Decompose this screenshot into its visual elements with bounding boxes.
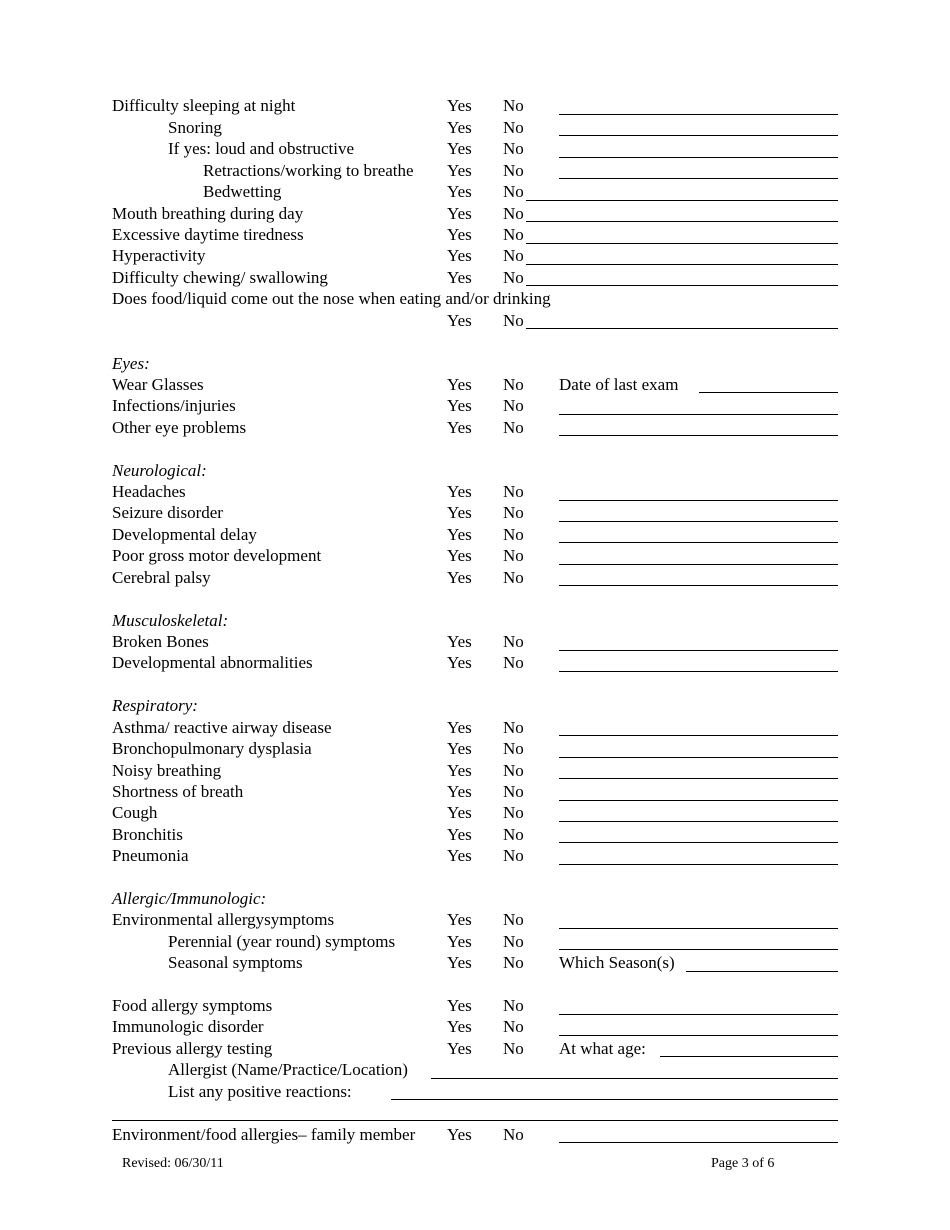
at-what-age-field[interactable] [660, 1056, 838, 1057]
yes-option[interactable]: Yes [447, 739, 472, 758]
question-label: Broken Bones [112, 632, 209, 651]
question-row [0, 374, 950, 396]
question-row [0, 545, 950, 567]
answer-line[interactable] [559, 500, 838, 501]
question-label: Developmental delay [112, 525, 257, 544]
no-option[interactable]: No [503, 718, 524, 737]
yes-option[interactable]: Yes [447, 225, 472, 244]
yes-option[interactable]: Yes [447, 204, 472, 223]
yes-option[interactable]: Yes [447, 653, 472, 672]
no-option[interactable]: No [503, 482, 524, 501]
no-option[interactable]: No [503, 246, 524, 265]
answer-line[interactable] [559, 800, 838, 801]
question-label: Snoring [168, 118, 222, 137]
question-row [0, 267, 950, 289]
no-option[interactable]: No [503, 118, 524, 137]
question-row [0, 481, 950, 503]
no-option[interactable]: No [503, 546, 524, 565]
question-label: Bronchopulmonary dysplasia [112, 739, 312, 758]
no-option[interactable]: No [503, 182, 524, 201]
answer-line[interactable] [559, 757, 838, 758]
answer-line[interactable] [559, 135, 838, 136]
question-row [0, 760, 950, 782]
no-option[interactable]: No [503, 825, 524, 844]
question-label: Allergist (Name/Practice/Location) [168, 1060, 408, 1079]
question-row [0, 310, 950, 332]
yes-option[interactable]: Yes [447, 846, 472, 865]
yes-option[interactable]: Yes [447, 568, 472, 587]
question-label: Retractions/working to breathe [203, 161, 414, 180]
yes-option[interactable]: Yes [447, 418, 472, 437]
section-header-musculoskeletal: Musculoskeletal: [112, 611, 229, 630]
question-label: Seizure disorder [112, 503, 223, 522]
question-label: Bronchitis [112, 825, 183, 844]
answer-line[interactable] [559, 542, 838, 543]
question-label: Seasonal symptoms [168, 953, 303, 972]
answer-line[interactable] [526, 264, 838, 265]
question-row [0, 824, 950, 846]
no-option[interactable]: No [503, 761, 524, 780]
no-option[interactable]: No [503, 932, 524, 951]
answer-line[interactable] [559, 650, 838, 651]
question-row [0, 224, 950, 246]
no-option[interactable]: No [503, 139, 524, 158]
question-label: Environmental allergysymptoms [112, 910, 335, 929]
answer-line[interactable] [559, 178, 838, 179]
no-option[interactable]: No [503, 846, 524, 865]
yes-option[interactable]: Yes [447, 375, 472, 394]
question-label: Asthma/ reactive airway disease [112, 718, 332, 737]
positive-reactions-field[interactable] [391, 1099, 838, 1100]
question-label: Wear Glasses [112, 375, 204, 394]
no-option[interactable]: No [503, 1039, 524, 1058]
no-option[interactable]: No [503, 418, 524, 437]
section-header-row [0, 610, 950, 632]
no-option[interactable]: No [503, 375, 524, 394]
no-option[interactable]: No [503, 161, 524, 180]
yes-option[interactable]: Yes [447, 311, 472, 330]
answer-line[interactable] [559, 1014, 838, 1015]
question-row [0, 245, 950, 267]
no-option[interactable]: No [503, 953, 524, 972]
answer-line[interactable] [526, 328, 838, 329]
answer-line[interactable] [559, 585, 838, 586]
answer-line[interactable] [559, 157, 838, 158]
yes-option[interactable]: Yes [447, 803, 472, 822]
page-number: Page 3 of 6 [711, 1156, 775, 1171]
question-label: Pneumonia [112, 846, 189, 865]
no-option[interactable]: No [503, 910, 524, 929]
question-row [0, 845, 950, 867]
yes-option[interactable]: Yes [447, 761, 472, 780]
question-row [0, 717, 950, 739]
answer-line[interactable] [559, 1035, 838, 1036]
answer-line[interactable] [559, 1142, 838, 1143]
answer-line[interactable] [559, 864, 838, 865]
question-row [0, 502, 950, 524]
question-row [0, 95, 950, 117]
which-season-label: Which Season(s) [559, 953, 675, 972]
no-option[interactable]: No [503, 739, 524, 758]
answer-line[interactable] [559, 949, 838, 950]
question-label: Hyperactivity [112, 246, 206, 265]
question-row [0, 417, 950, 439]
revised-date: Revised: 06/30/11 [122, 1156, 224, 1171]
section-header-row [0, 353, 950, 375]
answer-line[interactable] [559, 671, 838, 672]
yes-option[interactable]: Yes [447, 546, 472, 565]
question-label: Mouth breathing during day [112, 204, 304, 223]
section-header-row [0, 695, 950, 717]
section-header-allergic-immunologic: Allergic/Immunologic: [112, 889, 267, 908]
yes-option[interactable]: Yes [447, 268, 472, 287]
no-option[interactable]: No [503, 268, 524, 287]
question-label: Other eye problems [112, 418, 247, 437]
question-label: Infections/injuries [112, 396, 236, 415]
answer-line[interactable] [559, 114, 838, 115]
no-option[interactable]: No [503, 1017, 524, 1036]
answer-line[interactable] [559, 521, 838, 522]
yes-option[interactable]: Yes [447, 525, 472, 544]
section-header-eyes: Eyes: [112, 354, 150, 373]
answer-line[interactable] [526, 243, 838, 244]
no-option[interactable]: No [503, 653, 524, 672]
last-exam-date-field[interactable] [699, 392, 838, 393]
question-label: Headaches [112, 482, 186, 501]
question-label: Environment/food allergies– family member [112, 1125, 416, 1144]
question-label: Poor gross motor development [112, 546, 322, 565]
section-header-respiratory: Respiratory: [112, 696, 198, 715]
question-label: Does food/liquid come out the nose when eating and/or drinking [112, 289, 551, 308]
question-row [0, 181, 950, 203]
allergist-field[interactable] [431, 1078, 838, 1079]
no-option[interactable]: No [503, 225, 524, 244]
at-what-age-label: At what age: [559, 1039, 646, 1058]
no-option[interactable]: No [503, 204, 524, 223]
answer-line[interactable] [559, 735, 838, 736]
no-option[interactable]: No [503, 803, 524, 822]
yes-option[interactable]: Yes [447, 782, 472, 801]
answer-line[interactable] [559, 928, 838, 929]
no-option[interactable]: No [503, 568, 524, 587]
question-label: If yes: loud and obstructive [168, 139, 355, 158]
question-label: Developmental abnormalities [112, 653, 313, 672]
question-row [0, 1059, 950, 1081]
section-header-row [0, 460, 950, 482]
no-option[interactable]: No [503, 525, 524, 544]
question-label: Excessive daytime tiredness [112, 225, 304, 244]
section-header-row [0, 888, 950, 910]
question-label: Immunologic disorder [112, 1017, 264, 1036]
question-row [0, 1038, 950, 1060]
question-row [0, 203, 950, 225]
question-label: Difficulty sleeping at night [112, 96, 296, 115]
no-option[interactable]: No [503, 996, 524, 1015]
yes-option[interactable]: Yes [447, 1017, 472, 1036]
answer-line[interactable] [559, 564, 838, 565]
question-row [0, 160, 950, 182]
question-row [0, 802, 950, 824]
question-label: Previous allergy testing [112, 1039, 273, 1058]
question-row [0, 631, 950, 653]
no-option[interactable]: No [503, 632, 524, 651]
question-row [0, 652, 950, 674]
question-row [0, 1081, 950, 1103]
question-row [0, 995, 950, 1017]
yes-option[interactable]: Yes [447, 96, 472, 115]
no-option[interactable]: No [503, 311, 524, 330]
yes-option[interactable]: Yes [447, 825, 472, 844]
question-row [0, 524, 950, 546]
answer-line[interactable] [526, 285, 838, 286]
question-label: Cough [112, 803, 158, 822]
section-header-neurological: Neurological: [112, 461, 207, 480]
yes-option[interactable]: Yes [447, 246, 472, 265]
question-label: Shortness of breath [112, 782, 244, 801]
question-row [0, 1124, 950, 1146]
question-row [0, 931, 950, 953]
question-row [0, 288, 950, 310]
question-label: Bedwetting [203, 182, 282, 201]
question-row [0, 952, 950, 974]
yes-option[interactable]: Yes [447, 953, 472, 972]
no-option[interactable]: No [503, 396, 524, 415]
question-label: Noisy breathing [112, 761, 222, 780]
yes-option[interactable]: Yes [447, 1125, 472, 1144]
yes-option[interactable]: Yes [447, 932, 472, 951]
question-row [0, 117, 950, 139]
question-label: Cerebral palsy [112, 568, 211, 587]
yes-option[interactable]: Yes [447, 161, 472, 180]
yes-option[interactable]: Yes [447, 182, 472, 201]
which-season-field[interactable] [686, 971, 838, 972]
question-label: Food allergy symptoms [112, 996, 273, 1015]
yes-option[interactable]: Yes [447, 996, 472, 1015]
question-row [0, 567, 950, 589]
yes-option[interactable]: Yes [447, 482, 472, 501]
answer-line[interactable] [559, 435, 838, 436]
no-option[interactable]: No [503, 1125, 524, 1144]
question-label: List any positive reactions: [168, 1082, 352, 1101]
no-option[interactable]: No [503, 782, 524, 801]
yes-option[interactable]: Yes [447, 632, 472, 651]
answer-line[interactable] [526, 200, 838, 201]
question-row [0, 395, 950, 417]
yes-option[interactable]: Yes [447, 396, 472, 415]
question-row [0, 781, 950, 803]
answer-line[interactable] [559, 821, 838, 822]
answer-line[interactable] [559, 778, 838, 779]
question-label: Perennial (year round) symptoms [168, 932, 396, 951]
answer-line[interactable] [559, 414, 838, 415]
yes-option[interactable]: Yes [447, 139, 472, 158]
question-label: Difficulty chewing/ swallowing [112, 268, 328, 287]
yes-option[interactable]: Yes [447, 910, 472, 929]
question-row [0, 738, 950, 760]
yes-option[interactable]: Yes [447, 1039, 472, 1058]
question-row [0, 138, 950, 160]
no-option[interactable]: No [503, 96, 524, 115]
no-option[interactable]: No [503, 503, 524, 522]
yes-option[interactable]: Yes [447, 118, 472, 137]
answer-line[interactable] [526, 221, 838, 222]
last-exam-label: Date of last exam [559, 375, 679, 394]
positive-reactions-field-continued[interactable] [112, 1120, 838, 1121]
question-row [0, 1016, 950, 1038]
yes-option[interactable]: Yes [447, 718, 472, 737]
answer-line[interactable] [559, 842, 838, 843]
yes-option[interactable]: Yes [447, 503, 472, 522]
question-row [0, 909, 950, 931]
